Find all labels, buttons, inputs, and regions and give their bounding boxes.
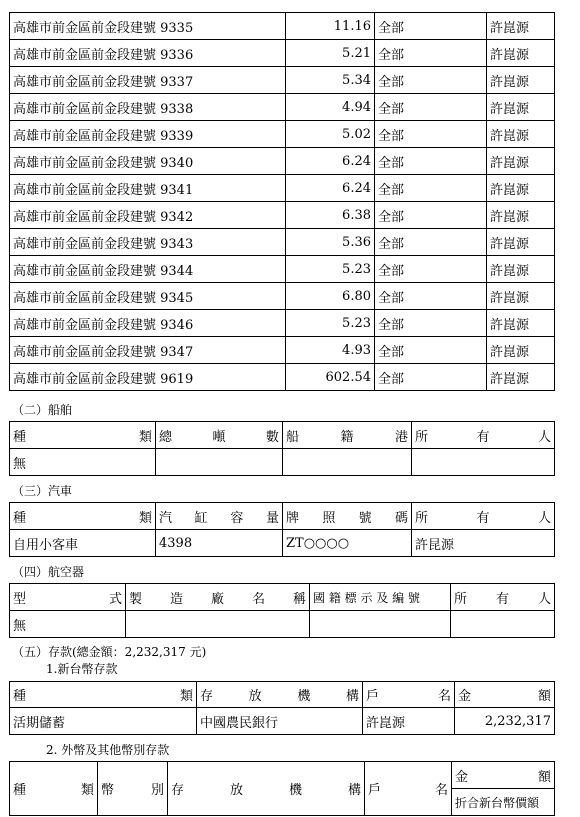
- hdr-mfr-2: 造: [169, 591, 183, 607]
- cell-owner: 許崑源: [487, 121, 555, 148]
- hdr-owner-2: 有: [495, 591, 509, 607]
- cell-area: 5.02: [286, 121, 375, 148]
- cell-area: 5.21: [286, 40, 375, 67]
- hdr-plate-3: 號: [358, 510, 372, 526]
- car-cc: 4398: [156, 530, 283, 557]
- deposit-holder: 許崑源: [363, 708, 455, 735]
- hdr-amount-1: 金: [455, 769, 469, 785]
- hdr-holder-1: 戶: [366, 689, 380, 704]
- cell-location: 高雄市前金區前金段建號 9340: [10, 148, 286, 175]
- cell-area: 4.93: [286, 337, 375, 364]
- deposit-amount: 2,232,317: [455, 708, 555, 735]
- aircraft-none: 無: [10, 611, 126, 638]
- cell-location: 高雄市前金區前金段建號 9619: [10, 364, 286, 391]
- hdr-owner-3: 人: [537, 510, 551, 526]
- hdr-model-2: 式: [108, 591, 122, 607]
- hdr-cc-2: 缸: [194, 510, 208, 526]
- cell-scope: 全部: [375, 256, 487, 283]
- cell-owner: 許崑源: [487, 148, 555, 175]
- hdr-inst-4: 構: [345, 689, 359, 704]
- cell-location: 高雄市前金區前金段建號 9336: [10, 40, 286, 67]
- cell-area: 5.36: [286, 229, 375, 256]
- cell-owner: 許崑源: [487, 283, 555, 310]
- building-table: [9, 12, 555, 391]
- hdr-port-1: 船: [286, 429, 300, 445]
- table-row: [10, 283, 555, 310]
- deposit-type: 活期儲蓄: [10, 708, 197, 735]
- hdr-ton-2: 噸: [212, 429, 226, 445]
- hdr-inst-4: 構: [347, 783, 361, 798]
- cell-area: 6.24: [286, 148, 375, 175]
- cell-scope: 全部: [375, 40, 487, 67]
- hdr-kind-1: 種: [13, 429, 27, 445]
- cell-scope: 全部: [375, 148, 487, 175]
- cell-area: 5.34: [286, 67, 375, 94]
- hdr-kind-2: 類: [179, 689, 193, 704]
- table-row: [10, 256, 555, 283]
- cell-owner: 許崑源: [487, 13, 555, 40]
- hdr-owner-1: 所: [415, 429, 429, 445]
- hdr-currency-2: 別: [150, 783, 164, 798]
- hdr-plate-2: 照: [322, 510, 336, 526]
- section-aircraft-title: （四）航空器: [12, 565, 85, 579]
- cell-scope: 全部: [375, 67, 487, 94]
- deposit-bank: 中國農民銀行: [197, 708, 363, 735]
- hdr-holder-2: 名: [437, 689, 451, 704]
- cell-owner: 許崑源: [487, 337, 555, 364]
- cell-owner: 許崑源: [487, 67, 555, 94]
- hdr-mfr-3: 廠: [210, 591, 224, 607]
- deposits-sub2: 2. 外幣及其他幣別存款: [46, 743, 170, 757]
- cell-owner: 許崑源: [487, 202, 555, 229]
- cell-owner: 許崑源: [487, 229, 555, 256]
- table-row: [10, 40, 555, 67]
- hdr-owner-2: 有: [476, 429, 490, 445]
- cell-scope: 全部: [375, 310, 487, 337]
- hdr-inst-1: 存: [171, 783, 185, 798]
- cars-table: [9, 502, 555, 557]
- table-row: [10, 337, 555, 364]
- hdr-owner-1: 所: [454, 591, 468, 607]
- table-row: [10, 13, 555, 40]
- cell-area: 6.24: [286, 175, 375, 202]
- cell-scope: 全部: [375, 202, 487, 229]
- cell-location: 高雄市前金區前金段建號 9335: [10, 13, 286, 40]
- cell-owner: 許崑源: [487, 364, 555, 391]
- hdr-inst-3: 機: [288, 783, 302, 798]
- cell-scope: 全部: [375, 283, 487, 310]
- hdr-currency-1: 幣: [101, 783, 115, 798]
- hdr-amount-1: 金: [458, 689, 472, 704]
- cell-scope: 全部: [375, 364, 487, 391]
- ships-table: [9, 421, 555, 476]
- cell-location: 高雄市前金區前金段建號 9345: [10, 283, 286, 310]
- cell-scope: 全部: [375, 175, 487, 202]
- hdr-inst-3: 機: [297, 689, 311, 704]
- section-cars-title: （三）汽車: [12, 484, 73, 498]
- cell-owner: 許崑源: [487, 40, 555, 67]
- hdr-kind-1: 種: [13, 783, 27, 798]
- table-row: [10, 364, 555, 391]
- hdr-inst-1: 存: [200, 689, 214, 704]
- car-plate: ZT○○○○: [283, 530, 412, 557]
- hdr-port-3: 港: [394, 429, 408, 445]
- cell-area: 5.23: [286, 256, 375, 283]
- hdr-amount-2: 額: [537, 769, 551, 785]
- car-type: 自用小客車: [10, 530, 156, 557]
- hdr-inst-2: 放: [229, 783, 243, 798]
- hdr-holder-2: 名: [434, 783, 448, 798]
- cell-scope: 全部: [375, 229, 487, 256]
- cell-location: 高雄市前金區前金段建號 9342: [10, 202, 286, 229]
- cell-location: 高雄市前金區前金段建號 9337: [10, 67, 286, 94]
- hdr-plate-4: 碼: [394, 510, 408, 526]
- hdr-holder-1: 戶: [368, 783, 382, 798]
- hdr-kind-1: 種: [13, 689, 27, 704]
- section-deposits-title: （五）存款(總金額：2,232,317 元): [12, 645, 207, 659]
- table-row: [10, 229, 555, 256]
- hdr-owner-1: 所: [415, 510, 429, 526]
- cell-location: 高雄市前金區前金段建號 9343: [10, 229, 286, 256]
- hdr-registration: 國 籍 標 示 及 編 號: [310, 584, 451, 611]
- hdr-kind-2: 類: [138, 510, 152, 526]
- hdr-cc-3: 容: [230, 510, 244, 526]
- hdr-cc-1: 汽: [159, 510, 173, 526]
- hdr-inst-2: 放: [248, 689, 262, 704]
- hdr-amount-2: 額: [537, 689, 551, 704]
- cell-location: 高雄市前金區前金段建號 9347: [10, 337, 286, 364]
- table-row: [10, 175, 555, 202]
- deposits-sub1: 1.新台幣存款: [46, 662, 118, 676]
- cell-scope: 全部: [375, 121, 487, 148]
- car-owner: 許昆源: [412, 530, 555, 557]
- section-ships-title: （二）船舶: [12, 403, 73, 417]
- aircraft-table: [9, 583, 555, 638]
- hdr-port-2: 籍: [340, 429, 354, 445]
- hdr-twd-equivalent: 折合新台幣價額: [452, 789, 555, 816]
- hdr-mfr-1: 製: [129, 591, 143, 607]
- cell-area: 6.80: [286, 283, 375, 310]
- ships-none: 無: [10, 449, 156, 476]
- cell-scope: 全部: [375, 94, 487, 121]
- table-row: [10, 202, 555, 229]
- table-row: [10, 121, 555, 148]
- hdr-model-1: 型: [13, 591, 27, 607]
- hdr-kind-2: 類: [138, 429, 152, 445]
- cell-location: 高雄市前金區前金段建號 9339: [10, 121, 286, 148]
- table-row: [10, 310, 555, 337]
- cell-location: 高雄市前金區前金段建號 9344: [10, 256, 286, 283]
- hdr-ton-3: 數: [265, 429, 279, 445]
- cell-area: 11.16: [286, 13, 375, 40]
- hdr-plate-1: 牌: [286, 510, 300, 526]
- cell-owner: 許崑源: [487, 310, 555, 337]
- cell-scope: 全部: [375, 337, 487, 364]
- hdr-cc-4: 量: [265, 510, 279, 526]
- table-row: [10, 67, 555, 94]
- cell-owner: 許崑源: [487, 175, 555, 202]
- table-row: [10, 94, 555, 121]
- hdr-mfr-4: 名: [251, 591, 265, 607]
- hdr-kind-1: 種: [13, 510, 27, 526]
- cell-location: 高雄市前金區前金段建號 9346: [10, 310, 286, 337]
- cell-area: 6.38: [286, 202, 375, 229]
- hdr-owner-3: 人: [537, 429, 551, 445]
- cell-location: 高雄市前金區前金段建號 9341: [10, 175, 286, 202]
- cell-area: 4.94: [286, 94, 375, 121]
- hdr-ton-1: 總: [159, 429, 173, 445]
- cell-area: 602.54: [286, 364, 375, 391]
- foreign-deposits-table: [9, 761, 555, 816]
- cell-owner: 許崑源: [487, 94, 555, 121]
- cell-scope: 全部: [375, 13, 487, 40]
- cell-owner: 許崑源: [487, 256, 555, 283]
- cell-area: 5.23: [286, 310, 375, 337]
- hdr-owner-3: 人: [537, 591, 551, 607]
- cell-location: 高雄市前金區前金段建號 9338: [10, 94, 286, 121]
- hdr-mfr-5: 稱: [292, 591, 306, 607]
- hdr-owner-2: 有: [476, 510, 490, 526]
- twd-deposits-table: [9, 681, 555, 735]
- table-row: [10, 148, 555, 175]
- hdr-kind-2: 類: [80, 783, 94, 798]
